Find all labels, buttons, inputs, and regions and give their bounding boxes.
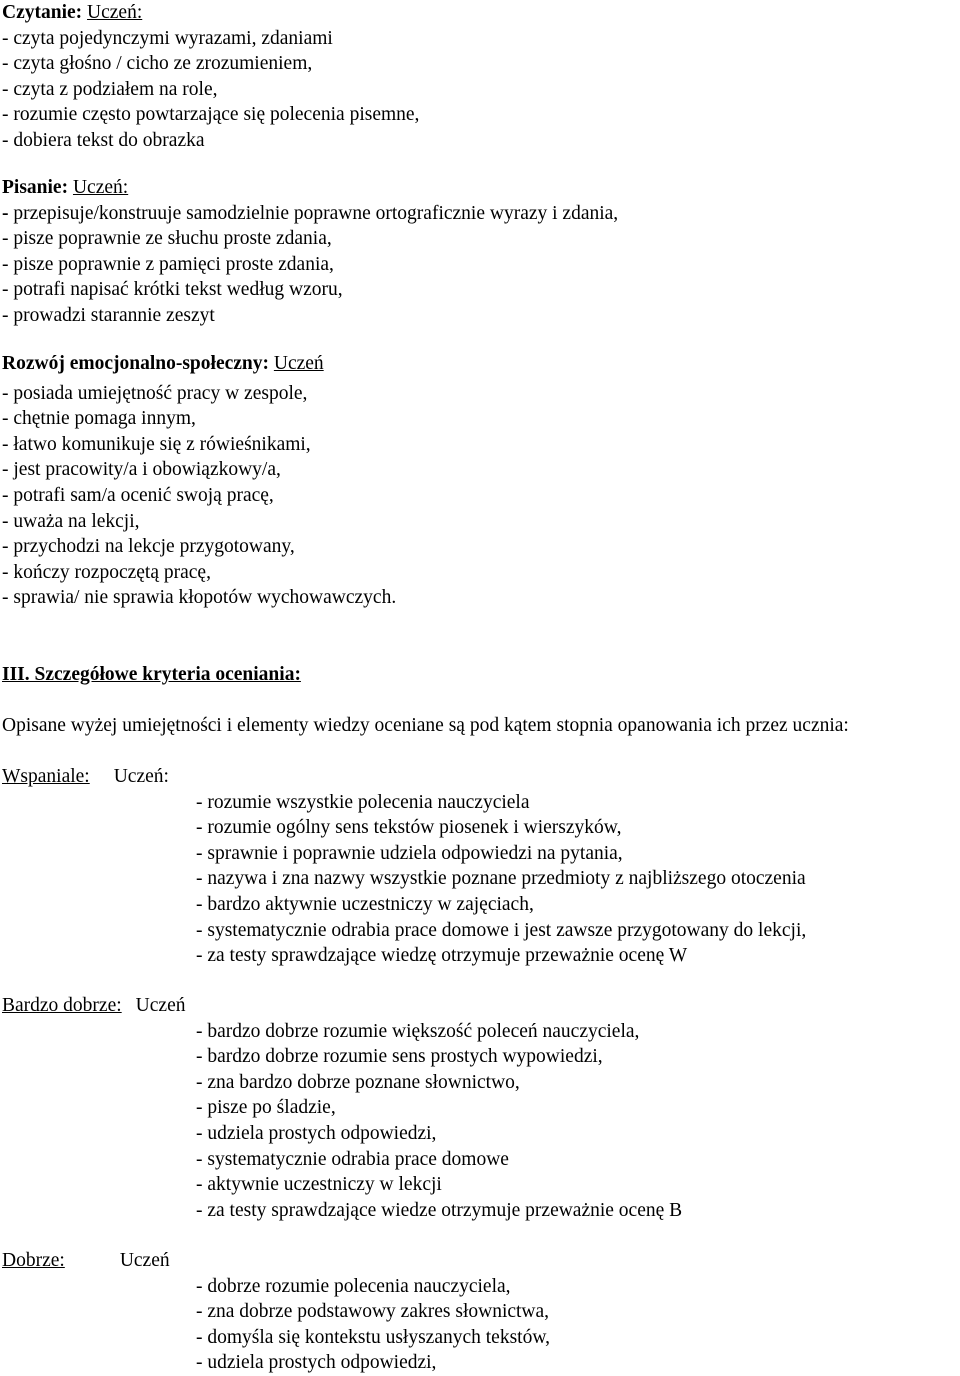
- list-item: - chętnie pomaga innym,: [2, 408, 196, 430]
- list-item: - kończy rozpoczętą pracę,: [2, 561, 211, 583]
- heading-title: Czytanie:: [2, 2, 83, 23]
- grade-heading: [2, 993, 682, 1019]
- grade-block-bardzo-dobrze: [2, 993, 682, 1223]
- list-item: - rozumie wszystkie polecenia nauczyciela: [196, 791, 530, 813]
- grade-label: Dobrze:: [2, 1250, 65, 1271]
- grade-heading: [2, 1248, 550, 1274]
- list-item: - łatwo komunikuje się z rówieśnikami,: [2, 433, 311, 455]
- list-item: - bardzo dobrze rozumie większość poleceń nauczyciela,: [196, 1020, 640, 1042]
- list-item: - jest pracowity/a i obowiązkowy/a,: [2, 459, 281, 481]
- section-heading: [2, 351, 396, 377]
- list-item: - pisze poprawnie ze słuchu proste zdania,: [2, 228, 332, 250]
- list-dash: -: [2, 202, 9, 224]
- heading-subject: Uczeń: [273, 353, 324, 374]
- list-item: - czyta pojedynczymi wyrazami, zdaniami: [2, 27, 333, 49]
- list-item-text: przepisuje/konstruuje samodzielnie poprawne ortograficznie wyrazy i zdania,: [8, 202, 619, 224]
- grade-subject: Uczeń: [135, 995, 186, 1016]
- list-item: - prowadzi starannie zeszyt: [2, 304, 215, 326]
- list-item: - udziela prostych odpowiedzi,: [196, 1122, 437, 1144]
- list-item: - dobiera tekst do obrazka: [2, 129, 205, 151]
- list-item: - domyśla się kontekstu usłyszanych tekstów,: [196, 1326, 551, 1348]
- list-item: - uważa na lekcji,: [2, 510, 140, 532]
- section-czytanie: [2, 0, 419, 154]
- list-item: - udziela prostych odpowiedzi,: [196, 1352, 437, 1374]
- list-item: - za testy sprawdzające wiedze otrzymuje przeważnie ocenę B: [196, 1199, 683, 1221]
- list-item: - sprawnie i poprawnie udziela odpowiedzi na pytania,: [196, 842, 623, 864]
- list-item: - systematycznie odrabia prace domowe: [196, 1148, 509, 1170]
- list-item: - systematycznie odrabia prace domowe i jest zawsze przygotowany do lekcji,: [196, 919, 807, 941]
- grade-block-wspaniale: [2, 764, 806, 969]
- list-item: - sprawia/ nie sprawia kłopotów wychowawczych.: [2, 587, 397, 609]
- list-item: - pisze po śladzie,: [196, 1097, 336, 1119]
- list-item: - aktywnie uczestniczy w lekcji: [196, 1174, 442, 1196]
- heading-title: Pisanie:: [2, 177, 69, 198]
- grade-subject: Uczeń: [119, 1250, 170, 1271]
- grade-label: Wspaniale:: [2, 766, 90, 787]
- list-item: - czyta z podziałem na role,: [2, 78, 218, 100]
- list-item: - posiada umiejętność pracy w zespole,: [2, 382, 308, 404]
- list-item: [2, 201, 618, 227]
- section-title: III. Szczegółowe kryteria oceniania:: [2, 664, 301, 685]
- section-kryteria-title: [2, 662, 301, 688]
- heading-title: Rozwój emocjonalno-społeczny:: [2, 353, 269, 374]
- grade-subject: Uczeń:: [113, 766, 169, 787]
- list-item: - zna dobrze podstawowy zakres słownictwa,: [196, 1301, 550, 1323]
- grade-block-dobrze: [2, 1248, 550, 1376]
- list-item: - nazywa i zna nazwy wszystkie poznane przedmioty z najbliższego otoczenia: [196, 868, 806, 890]
- grade-criteria-list: [2, 1274, 550, 1376]
- list-item: - bardzo dobrze rozumie sens prostych wypowiedzi,: [196, 1046, 603, 1068]
- list-item: - potrafi sam/a ocenić swoją pracę,: [2, 484, 274, 506]
- section-heading: [2, 0, 419, 26]
- list-item: - dobrze rozumie polecenia nauczyciela,: [196, 1275, 511, 1297]
- heading-subject: Uczeń:: [87, 2, 143, 23]
- grade-heading: [2, 764, 806, 790]
- list-item: - za testy sprawdzające wiedzę otrzymuje przeważnie ocenę W: [196, 945, 688, 967]
- section-pisanie: [2, 175, 618, 329]
- list-item: - bardzo aktywnie uczestniczy w zajęciach,: [196, 893, 534, 915]
- grade-criteria-list: [2, 790, 806, 969]
- list-item: - zna bardzo dobrze poznane słownictwo,: [196, 1071, 520, 1093]
- list-item: - rozumie ogólny sens tekstów piosenek i wierszyków,: [196, 817, 622, 839]
- list-item: - rozumie często powtarzające się polecenia pisemne,: [2, 104, 420, 126]
- intro-text: Opisane wyżej umiejętności i elementy wiedzy oceniane są pod kątem stopnia opanowania ich przez ucznia:: [2, 715, 849, 736]
- grade-label: Bardzo dobrze:: [2, 995, 122, 1016]
- list-item: - przychodzi na lekcje przygotowany,: [2, 536, 295, 558]
- section-rozwoj: [2, 351, 396, 611]
- list-item: - potrafi napisać krótki tekst według wzoru,: [2, 279, 343, 301]
- heading-subject: Uczeń:: [72, 177, 129, 198]
- list-item: - czyta głośno / cicho ze zrozumieniem,: [2, 53, 313, 75]
- list-item: - pisze poprawnie z pamięci proste zdania,: [2, 253, 334, 275]
- section-heading: [2, 175, 618, 201]
- section-intro: [2, 713, 849, 739]
- grade-criteria-list: [2, 1019, 682, 1224]
